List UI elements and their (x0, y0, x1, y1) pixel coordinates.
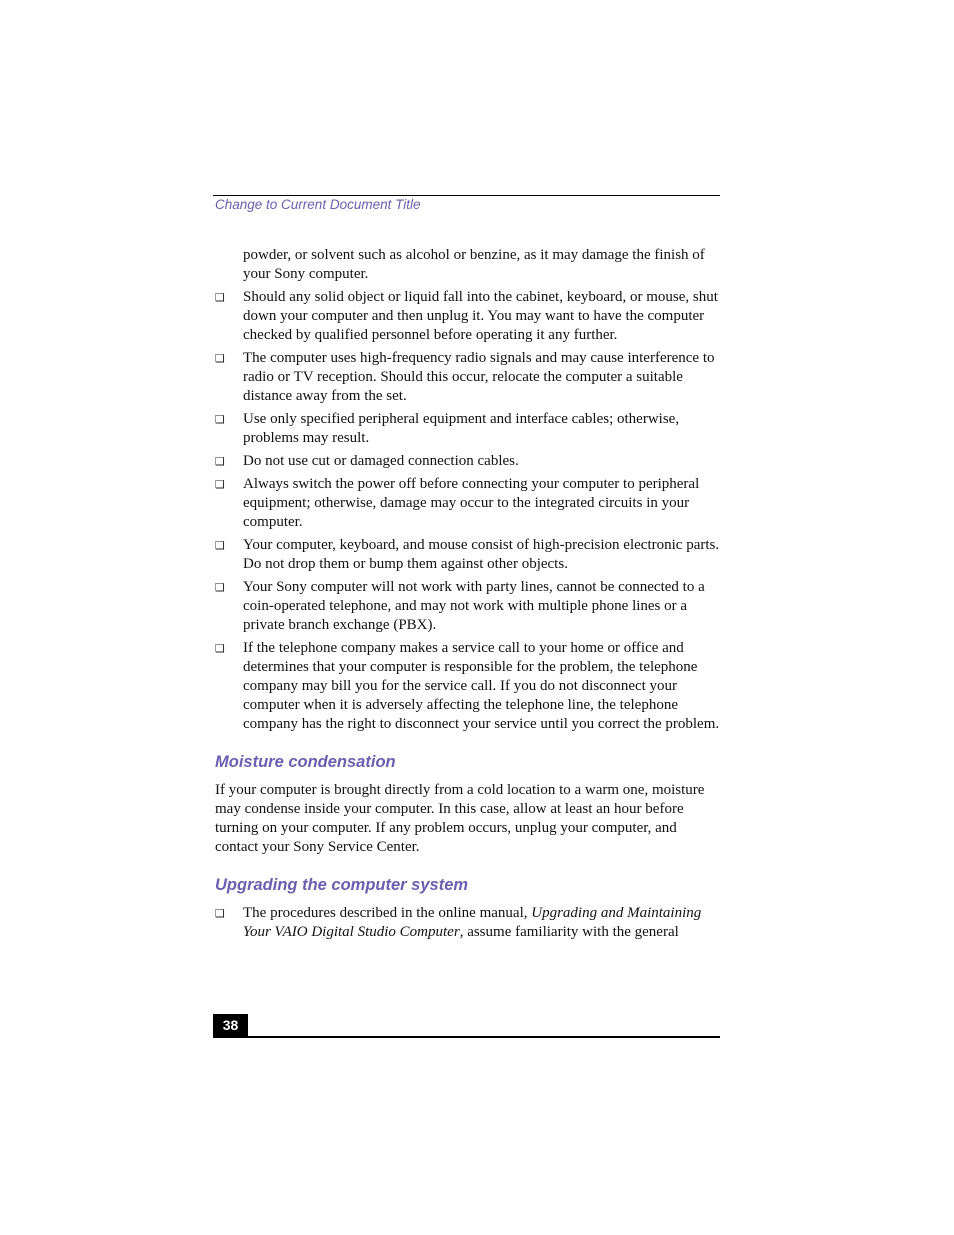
list-item-text-before: The procedures described in the online manual, (243, 905, 532, 921)
list-item-text: If the telephone company makes a service call to your home or office and determines that your computer is responsible for the problem, the telephone company may bill you for the service call. If you do not disconnect your computer when it is adversely affecting the telephone line, the telephone company has the right to disconnect your service until you correct the problem. (243, 640, 720, 732)
list-item-text: Always switch the power off before connecting your computer to peripheral equipment; otherwise, damage may occur to the integrated circuits in your computer. (243, 476, 700, 530)
checkbox-square-icon: ❑ (215, 478, 225, 491)
list-item (215, 452, 720, 471)
list-item-text: Do not use cut or damaged connection cables. (243, 453, 519, 469)
section-heading-upgrading: Upgrading the computer system (215, 876, 469, 894)
checkbox-square-icon: ❑ (215, 413, 225, 426)
list-item (215, 578, 720, 635)
checkbox-square-icon: ❑ (215, 581, 225, 594)
list-item (215, 536, 720, 574)
list-item-text: Should any solid object or liquid fall into the cabinet, keyboard, or mouse, shut down your computer and then unplug it. You may want to have the computer checked by qualified personnel before operating it any further. (243, 289, 718, 343)
checkbox-square-icon: ❑ (215, 291, 225, 304)
page-number: 38 (213, 1014, 248, 1036)
checkbox-square-icon: ❑ (215, 642, 225, 655)
checkbox-square-icon: ❑ (215, 907, 225, 920)
list-item (215, 904, 720, 942)
list-item (215, 288, 720, 345)
list-item-text: Your computer, keyboard, and mouse consist of high-precision electronic parts. Do not drop them or bump them against other objects. (243, 537, 720, 572)
list-item-text: The computer uses high-frequency radio signals and may cause interference to radio or TV reception. Should this occur, relocate the computer a suitable distance away from the set. (243, 350, 715, 404)
list-item (215, 349, 720, 406)
list-item (215, 639, 720, 734)
manual-title: Upgrading and Maintaining Your VAIO Digital Studio Computer (243, 905, 702, 940)
list-item-text-after: , assume familiarity with the general (459, 924, 679, 940)
checkbox-square-icon: ❑ (215, 455, 225, 468)
list-item (215, 475, 720, 532)
list-item-text: Your Sony computer will not work with party lines, cannot be connected to a coin-operated telephone, and may not work with multiple phone lines or a private branch exchange (PBX). (243, 579, 705, 633)
page-content (215, 246, 720, 946)
footer-rule (213, 1036, 720, 1038)
checkbox-square-icon: ❑ (215, 352, 225, 365)
section-heading-moisture: Moisture condensation (215, 753, 396, 771)
moisture-body: If your computer is brought directly from a cold location to a warm one, moisture may condense inside your computer. In this case, allow at least an hour before turning on your computer. If any problem occurs, unplug your computer, and contact your Sony Service Center. (215, 782, 705, 855)
header-rule (213, 195, 720, 196)
checkbox-square-icon: ❑ (215, 539, 225, 552)
intro-continuation: powder, or solvent such as alcohol or benzine, as it may damage the finish of your Sony computer. (243, 247, 705, 282)
list-item-text: Use only specified peripheral equipment and interface cables; otherwise, problems may result. (243, 411, 680, 446)
list-item (215, 410, 720, 448)
running-head: Change to Current Document Title (215, 197, 421, 212)
